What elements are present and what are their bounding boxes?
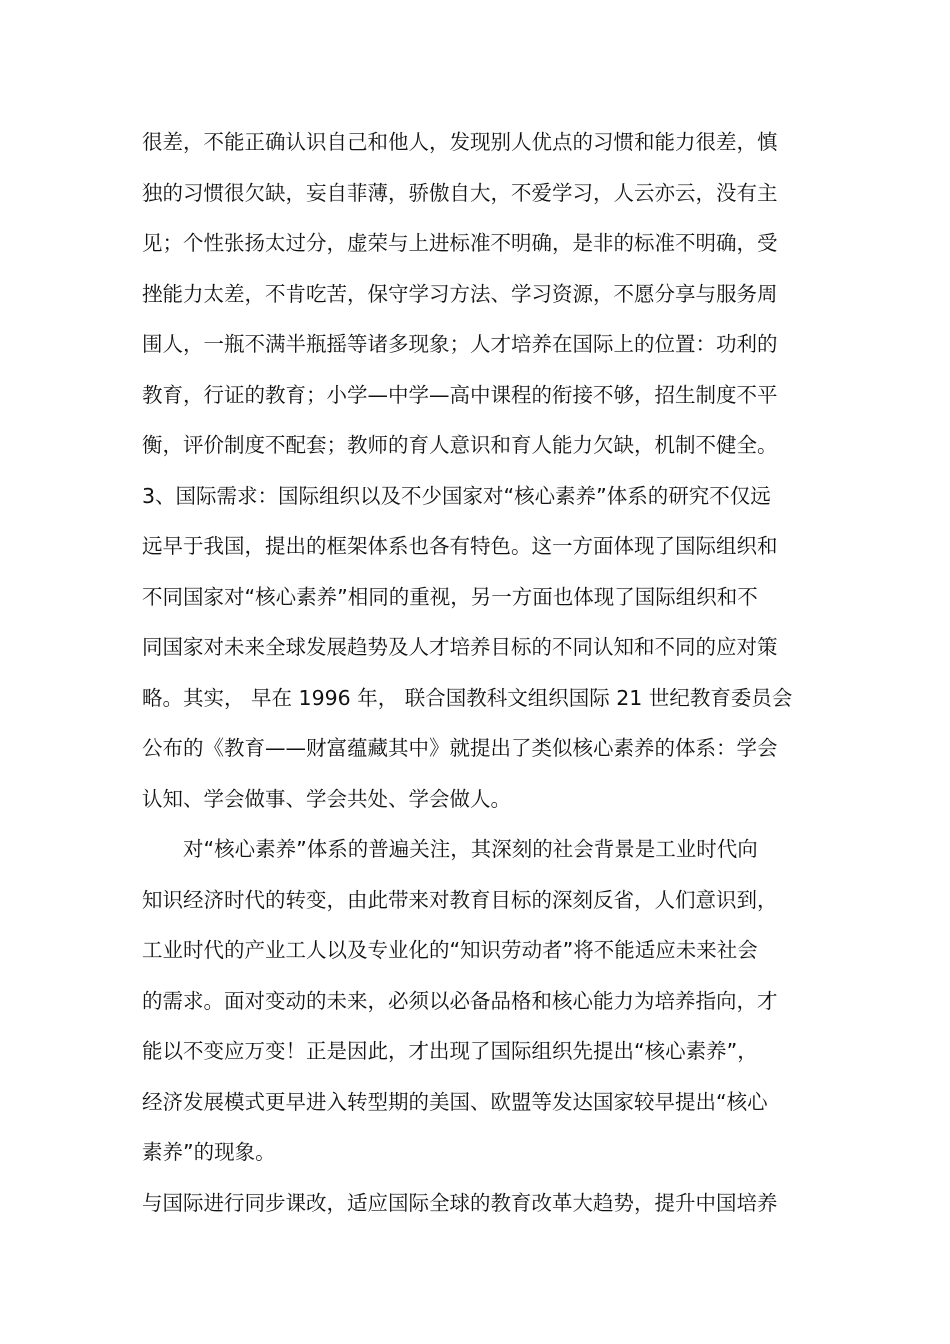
text-line: 很差，不能正确认识自己和他人，发现别人优点的习惯和能力很差，慎 [142, 130, 778, 154]
text-line: 远早于我国，提出的框架体系也各有特色。这一方面体现了国际组织和 [142, 534, 778, 558]
text-line: 的需求。面对变动的未来，必须以必备品格和核心能力为培养指向，才 [142, 988, 778, 1013]
paragraph-indented-line: 对“核心素养”体系的普遍关注，其深刻的社会背景是工业时代向 [183, 837, 758, 861]
body-text [142, 117, 814, 1228]
text-line: 工业时代的产业工人以及专业化的“知识劳动者”将不能适应未来社会 [142, 938, 758, 962]
text-line: 知识经济时代的转变，由此带来对教育目标的深刻反省，人们意识到， [142, 887, 778, 912]
text-line: 教育，行证的教育；小学—中学—高中课程的衔接不够，招生制度不平 [142, 382, 778, 407]
text-line: 不同国家对“核心素养”相同的重视，另一方面也体现了国际组织和不 [142, 584, 758, 609]
text-line: 略。其实， 早在 1996 年， 联合国教科文组织国际 21 世纪教育委员会 [142, 685, 793, 710]
text-line: 围人，一瓶不满半瓶摇等诸多现象；人才培养在国际上的位置：功利的 [142, 332, 778, 356]
text-line: 独的习惯很欠缺，妄自菲薄，骄傲自大，不爱学习，人云亦云，没有主 [142, 180, 778, 205]
text-line: 见；个性张扬太过分，虚荣与上进标准不明确，是非的标准不明确，受 [142, 231, 778, 255]
text-line: 公布的《教育——财富蕴藏其中》就提出了类似核心素养的体系：学会 [142, 736, 778, 760]
text-line: 能以不变应万变！正是因此，才出现了国际组织先提出“核心素养”， [142, 1039, 758, 1063]
text-line: 与国际进行同步课改，适应国际全球的教育改革大趋势，提升中国培养 [142, 1190, 778, 1215]
text-line: 素养”的现象。 [142, 1140, 276, 1164]
text-line: 同国家对未来全球发展趋势及人才培养目标的不同认知和不同的应对策 [142, 635, 778, 659]
text-line: 认知、学会做事、学会共处、学会做人。 [142, 786, 511, 811]
text-line: 衡，评价制度不配套；教师的育人意识和育人能力欠缺，机制不健全。 [142, 433, 778, 457]
text-line: 经济发展模式更早进入转型期的美国、欧盟等发达国家较早提出“核心 [142, 1089, 768, 1114]
text-line: 挫能力太差，不肯吃苦，保守学习方法、学习资源，不愿分享与服务周 [142, 281, 778, 306]
section-3-heading-line: 3、国际需求：国际组织以及不少国家对“核心素养”体系的研究不仅远 [142, 483, 771, 508]
